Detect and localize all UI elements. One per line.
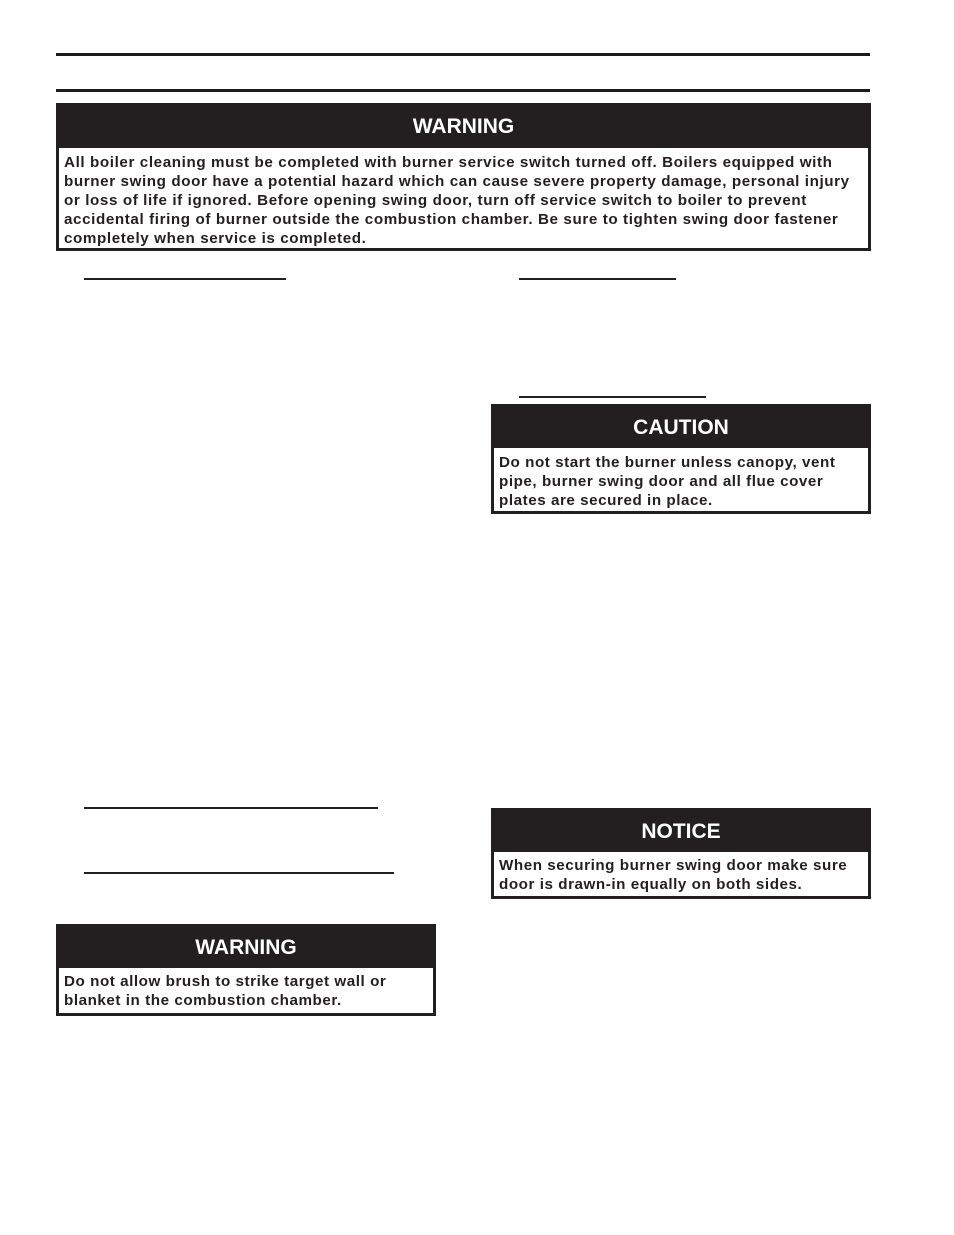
- caution-box-text: Do not start the burner unless canopy, vent pipe, burner swing door and all flue cover plates are secured in place.: [499, 454, 836, 509]
- section-heading-underline: [519, 278, 676, 280]
- section-heading-underline: [84, 872, 394, 874]
- warning-box-bottom-title: WARNING: [59, 927, 433, 968]
- section-heading-underline: [84, 278, 286, 280]
- section-heading-underline: [84, 807, 378, 809]
- warning-box-top-title: WARNING: [59, 106, 868, 148]
- warning-box-bottom: [56, 924, 436, 1016]
- notice-box-title: NOTICE: [494, 811, 868, 852]
- warning-box-top-text: All boiler cleaning must be completed with burner service switch turned off. Boilers equipped with burner swing door have a potential hazard which can cause severe property damage, personal injury or loss of life if ignored. Before opening swing door, turn off service switch to boiler to prevent accidental firing of burner outside the combustion chamber. Be sure to tighten swing door fastener completely when service is completed.: [64, 154, 850, 247]
- caution-box-title: CAUTION: [494, 407, 868, 448]
- notice-box: [491, 808, 871, 899]
- header-rule-top: [56, 53, 870, 56]
- warning-box-bottom-text: Do not allow brush to strike target wall or blanket in the combustion chamber.: [64, 973, 387, 1009]
- header-rule-bottom: [56, 89, 870, 92]
- section-heading-underline: [519, 396, 706, 398]
- caution-box: [491, 404, 871, 514]
- warning-box-top: [56, 103, 871, 251]
- notice-box-text: When securing burner swing door make sure door is drawn-in equally on both sides.: [499, 857, 848, 893]
